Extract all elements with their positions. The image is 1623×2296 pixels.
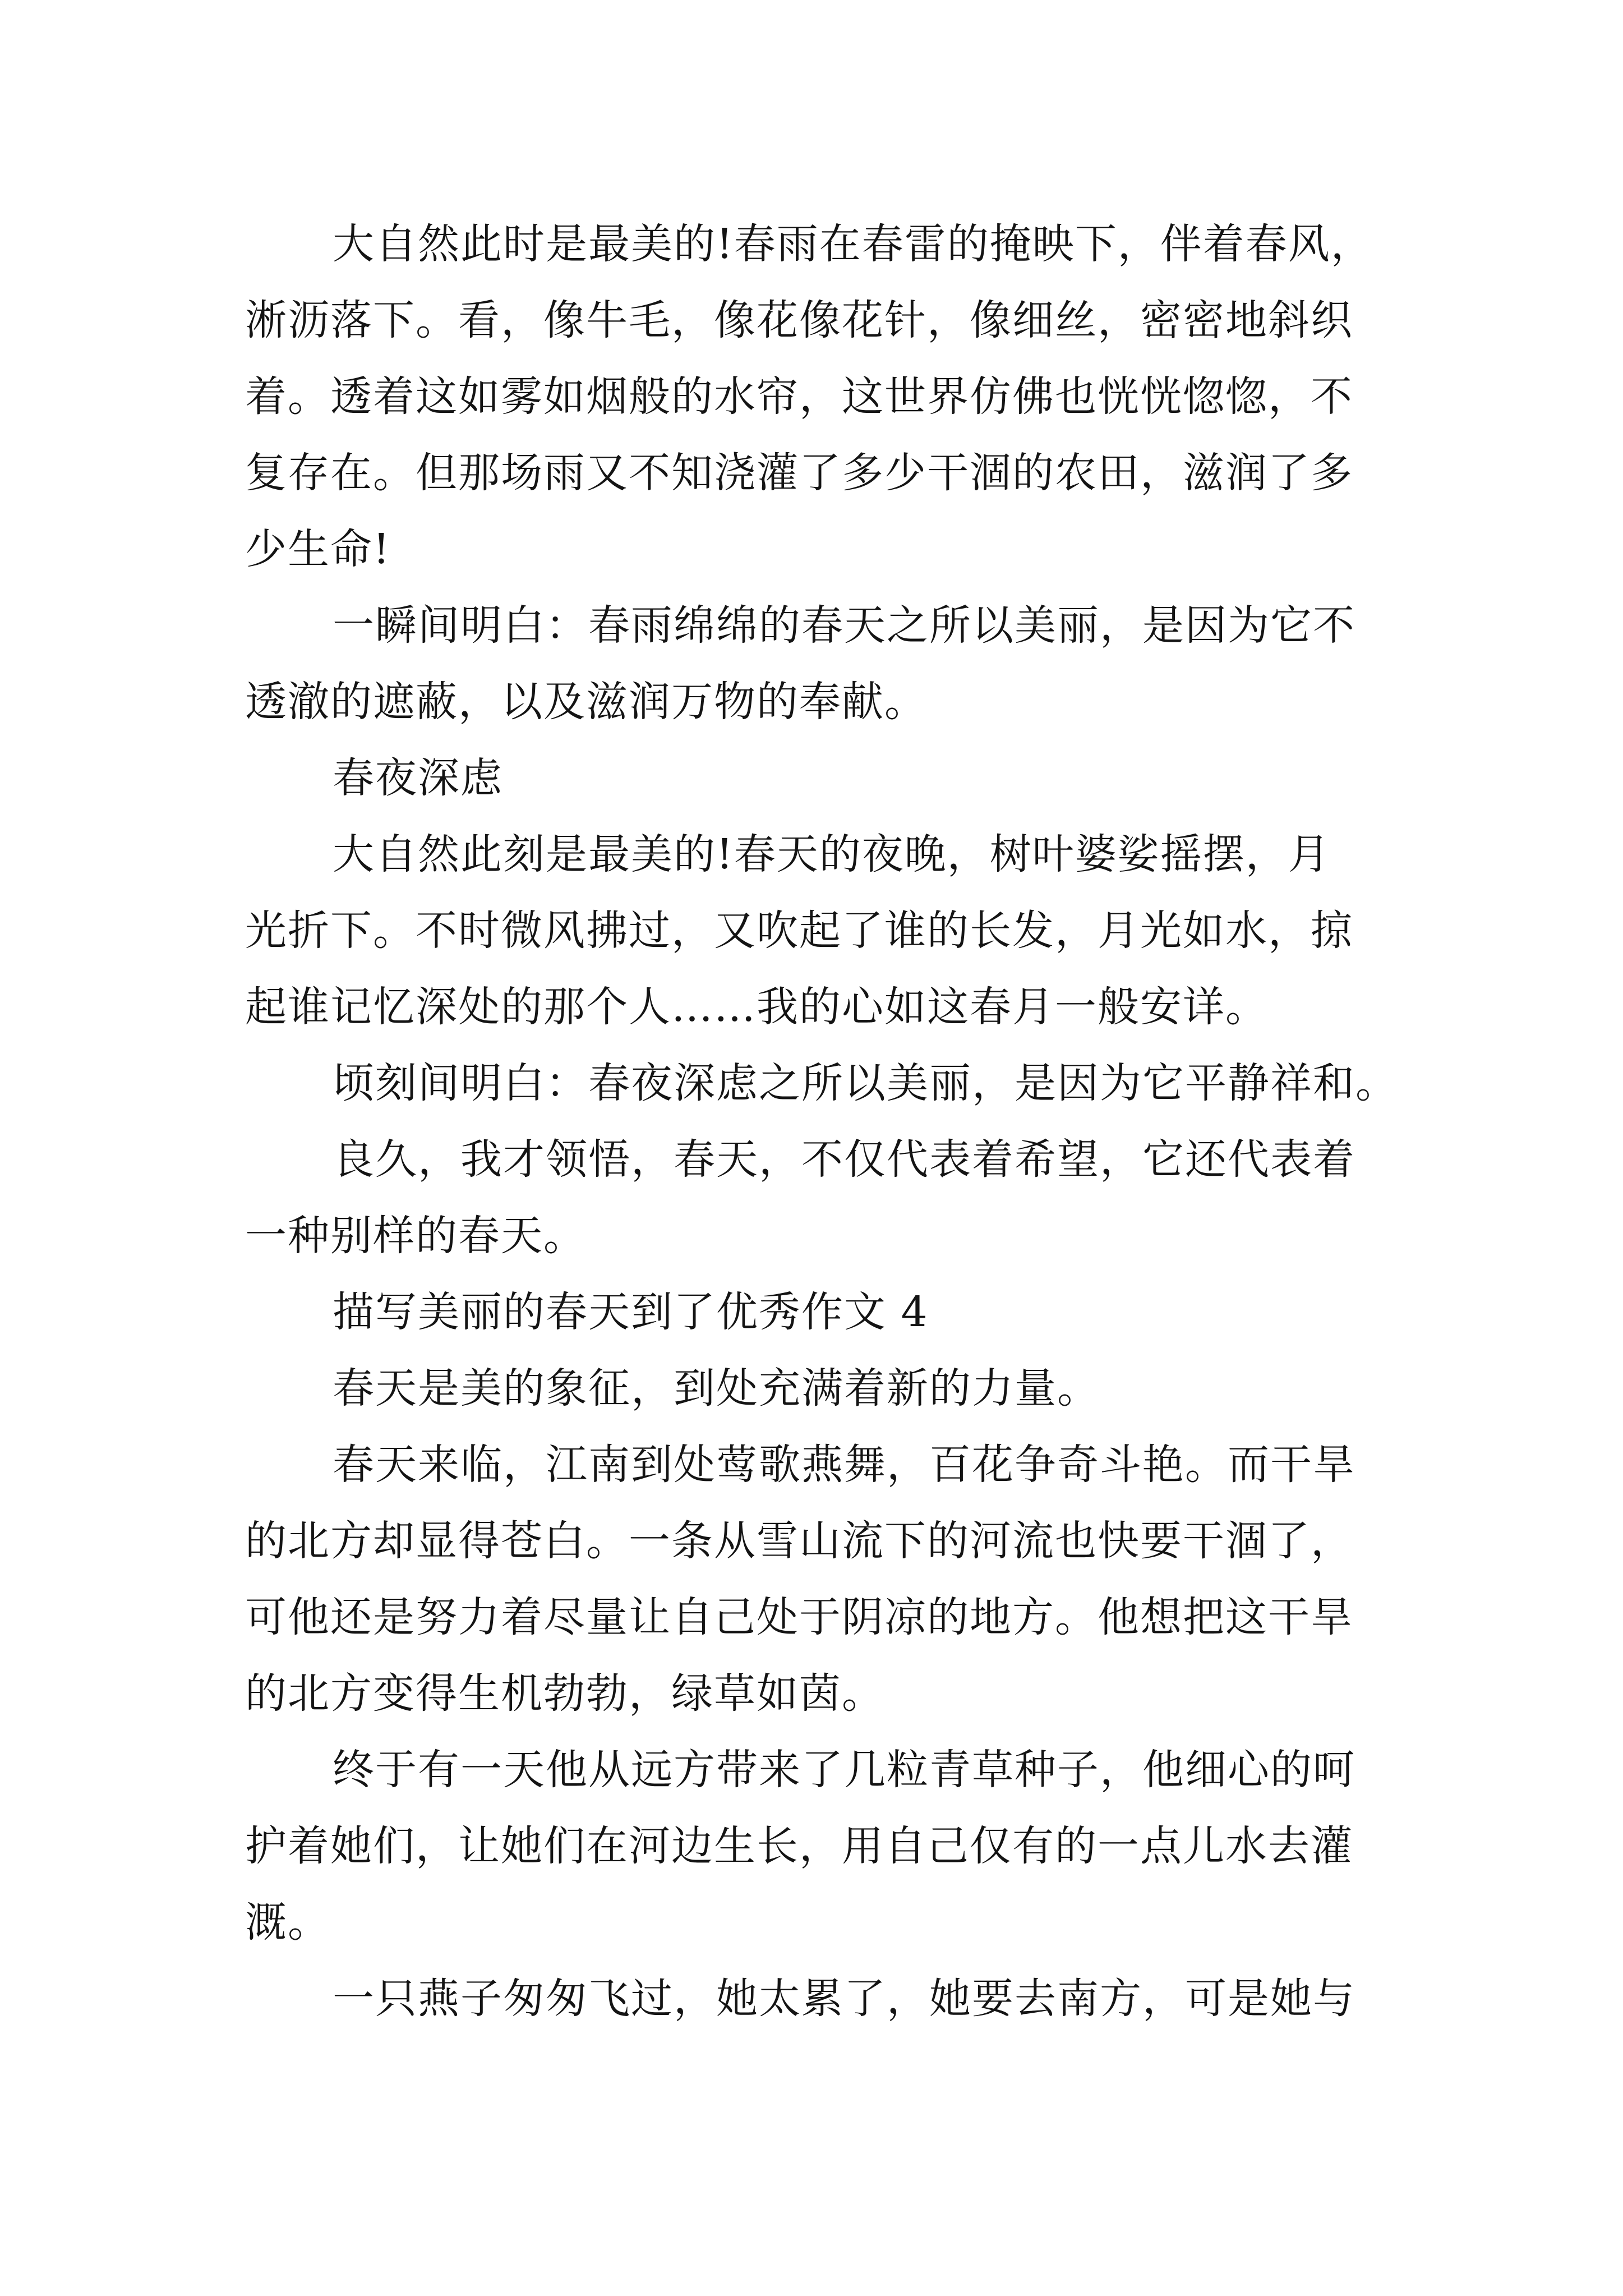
paragraph-line: 春天来临，江南到处莺歌燕舞，百花争奇斗艳。而干旱: [333, 1441, 1355, 1489]
paragraph-line: 光折下。不时微风拂过，又吹起了谁的长发，月光如水，掠: [245, 907, 1353, 955]
paragraph-line: 春天是美的象征，到处充满着新的力量。: [333, 1364, 1100, 1412]
paragraph-line: 良久，我才领悟，春天，不仅代表着希望，它还代表着: [333, 1135, 1355, 1184]
paragraph-line: 淅沥落下。看，像牛毛，像花像花针，像细丝，密密地斜织: [245, 296, 1353, 344]
paragraph-line: 的北方变得生机勃勃，绿草如茵。: [245, 1669, 884, 1718]
paragraph-line: 顷刻间明白：春夜深虑之所以美丽，是因为它平静祥和。: [333, 1059, 1398, 1107]
paragraph-line: 终于有一天他从远方带来了几粒青草种子，他细心的呵: [333, 1746, 1355, 1794]
section-heading: 春夜深虑: [333, 754, 503, 802]
paragraph-line: 少生命!: [245, 525, 391, 573]
paragraph-line: 可他还是努力着尽量让自己处于阴凉的地方。他想把这干旱: [245, 1593, 1353, 1641]
paragraph-line: 一只燕子匆匆飞过，她太累了，她要去南方，可是她与: [333, 1975, 1355, 2023]
paragraph-line: 透澈的遮蔽，以及滋润万物的奉献。: [245, 678, 927, 726]
paragraph-line: 起谁记忆深处的那个人……我的心如这春月一般安详。: [245, 983, 1268, 1031]
paragraph-line: 一种别样的春天。: [245, 1212, 586, 1260]
paragraph-line: 一瞬间明白：春雨绵绵的春天之所以美丽，是因为它不: [333, 601, 1355, 650]
paragraph-line: 大自然此刻是最美的!春天的夜晚，树叶婆娑摇摆，月: [333, 830, 1331, 878]
paragraph-line: 着。透着这如雾如烟般的水帘，这世界仿佛也恍恍惚惚，不: [245, 372, 1353, 421]
paragraph-line: 的北方却显得苍白。一条从雪山流下的河流也快要干涸了，: [245, 1517, 1353, 1565]
paragraph-line: 护着她们，让她们在河边生长，用自己仅有的一点儿水去灌: [245, 1822, 1353, 1870]
paragraph-line: 溉。: [245, 1898, 330, 1947]
paragraph-line: 大自然此时是最美的!春雨在春雷的掩映下，伴着春风，: [333, 220, 1373, 268]
article-title: 描写美丽的春天到了优秀作文 4: [333, 1288, 929, 1336]
paragraph-line: 复存在。但那场雨又不知浇灌了多少干涸的农田，滋润了多: [245, 449, 1353, 497]
